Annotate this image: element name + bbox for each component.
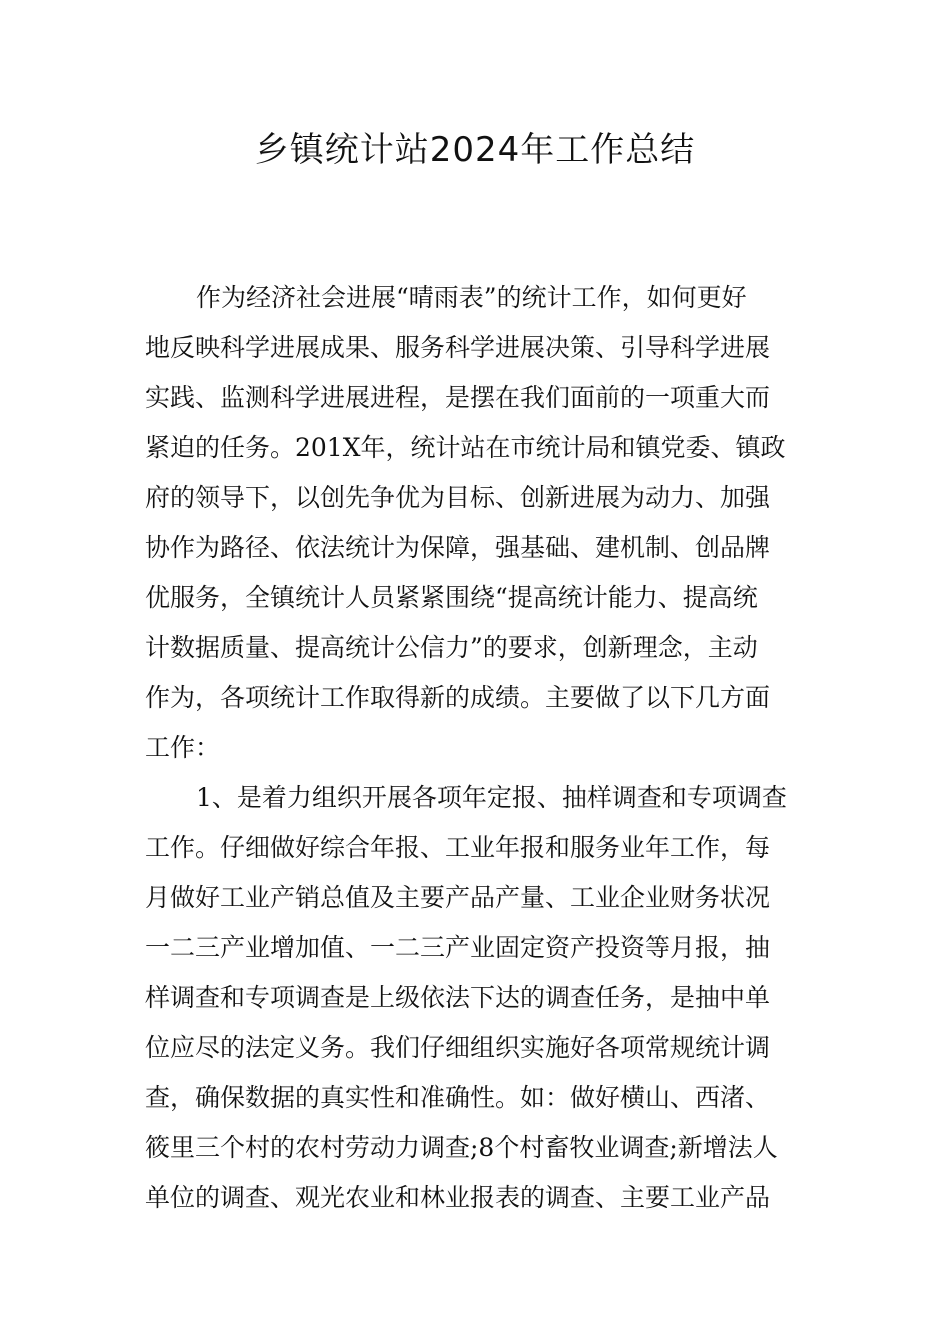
paragraph-line: 月做好工业产销总值及主要产品产量、工业企业财务状况 xyxy=(145,883,771,912)
paragraph-line: 查，确保数据的真实性和准确性。如：做好横山、西渚、 xyxy=(145,1083,771,1112)
paragraph-line: 优服务，全镇统计人员紧紧围绕“提高统计能力、提高统 xyxy=(145,583,758,612)
paragraph-line: 实践、监测科学进展进程，是摆在我们面前的一项重大而 xyxy=(145,383,771,412)
paragraph-line: 位应尽的法定义务。我们仔细组织实施好各项常规统计调 xyxy=(145,1033,771,1062)
paragraph-line: 地反映科学进展成果、服务科学进展决策、引导科学进展 xyxy=(145,333,771,362)
paragraph-line: 作为，各项统计工作取得新的成绩。主要做了以下几方面 xyxy=(145,683,771,712)
paragraph-line: 计数据质量、提高统计公信力”的要求，创新理念，主动 xyxy=(145,633,758,662)
paragraph-line: 工作。仔细做好综合年报、工业年报和服务业年工作，每 xyxy=(145,833,771,862)
paragraph-line: 筱里三个村的农村劳动力调查;8个村畜牧业调查;新增法人 xyxy=(145,1133,778,1162)
paragraph-line: 作为经济社会进展“晴雨表”的统计工作，如何更好 xyxy=(196,283,747,312)
paragraph-line: 单位的调查、观光农业和林业报表的调查、主要工业产品 xyxy=(145,1183,771,1212)
document-title: 乡镇统计站2024年工作总结 xyxy=(254,130,696,170)
paragraph-line: 协作为路径、依法统计为保障，强基础、建机制、创品牌 xyxy=(145,533,771,562)
paragraph-line: 1、是着力组织开展各项年定报、抽样调查和专项调查 xyxy=(196,783,787,812)
paragraph-line: 样调查和专项调查是上级依法下达的调查任务，是抽中单 xyxy=(145,983,771,1012)
paragraph-line: 紧迫的任务。201X年，统计站在市统计局和镇党委、镇政 xyxy=(145,433,786,462)
paragraph-line: 府的领导下，以创先争优为目标、创新进展为动力、加强 xyxy=(145,483,771,512)
paragraph-line: 工作： xyxy=(145,733,221,762)
paragraph-line: 一二三产业增加值、一二三产业固定资产投资等月报，抽 xyxy=(145,933,771,962)
